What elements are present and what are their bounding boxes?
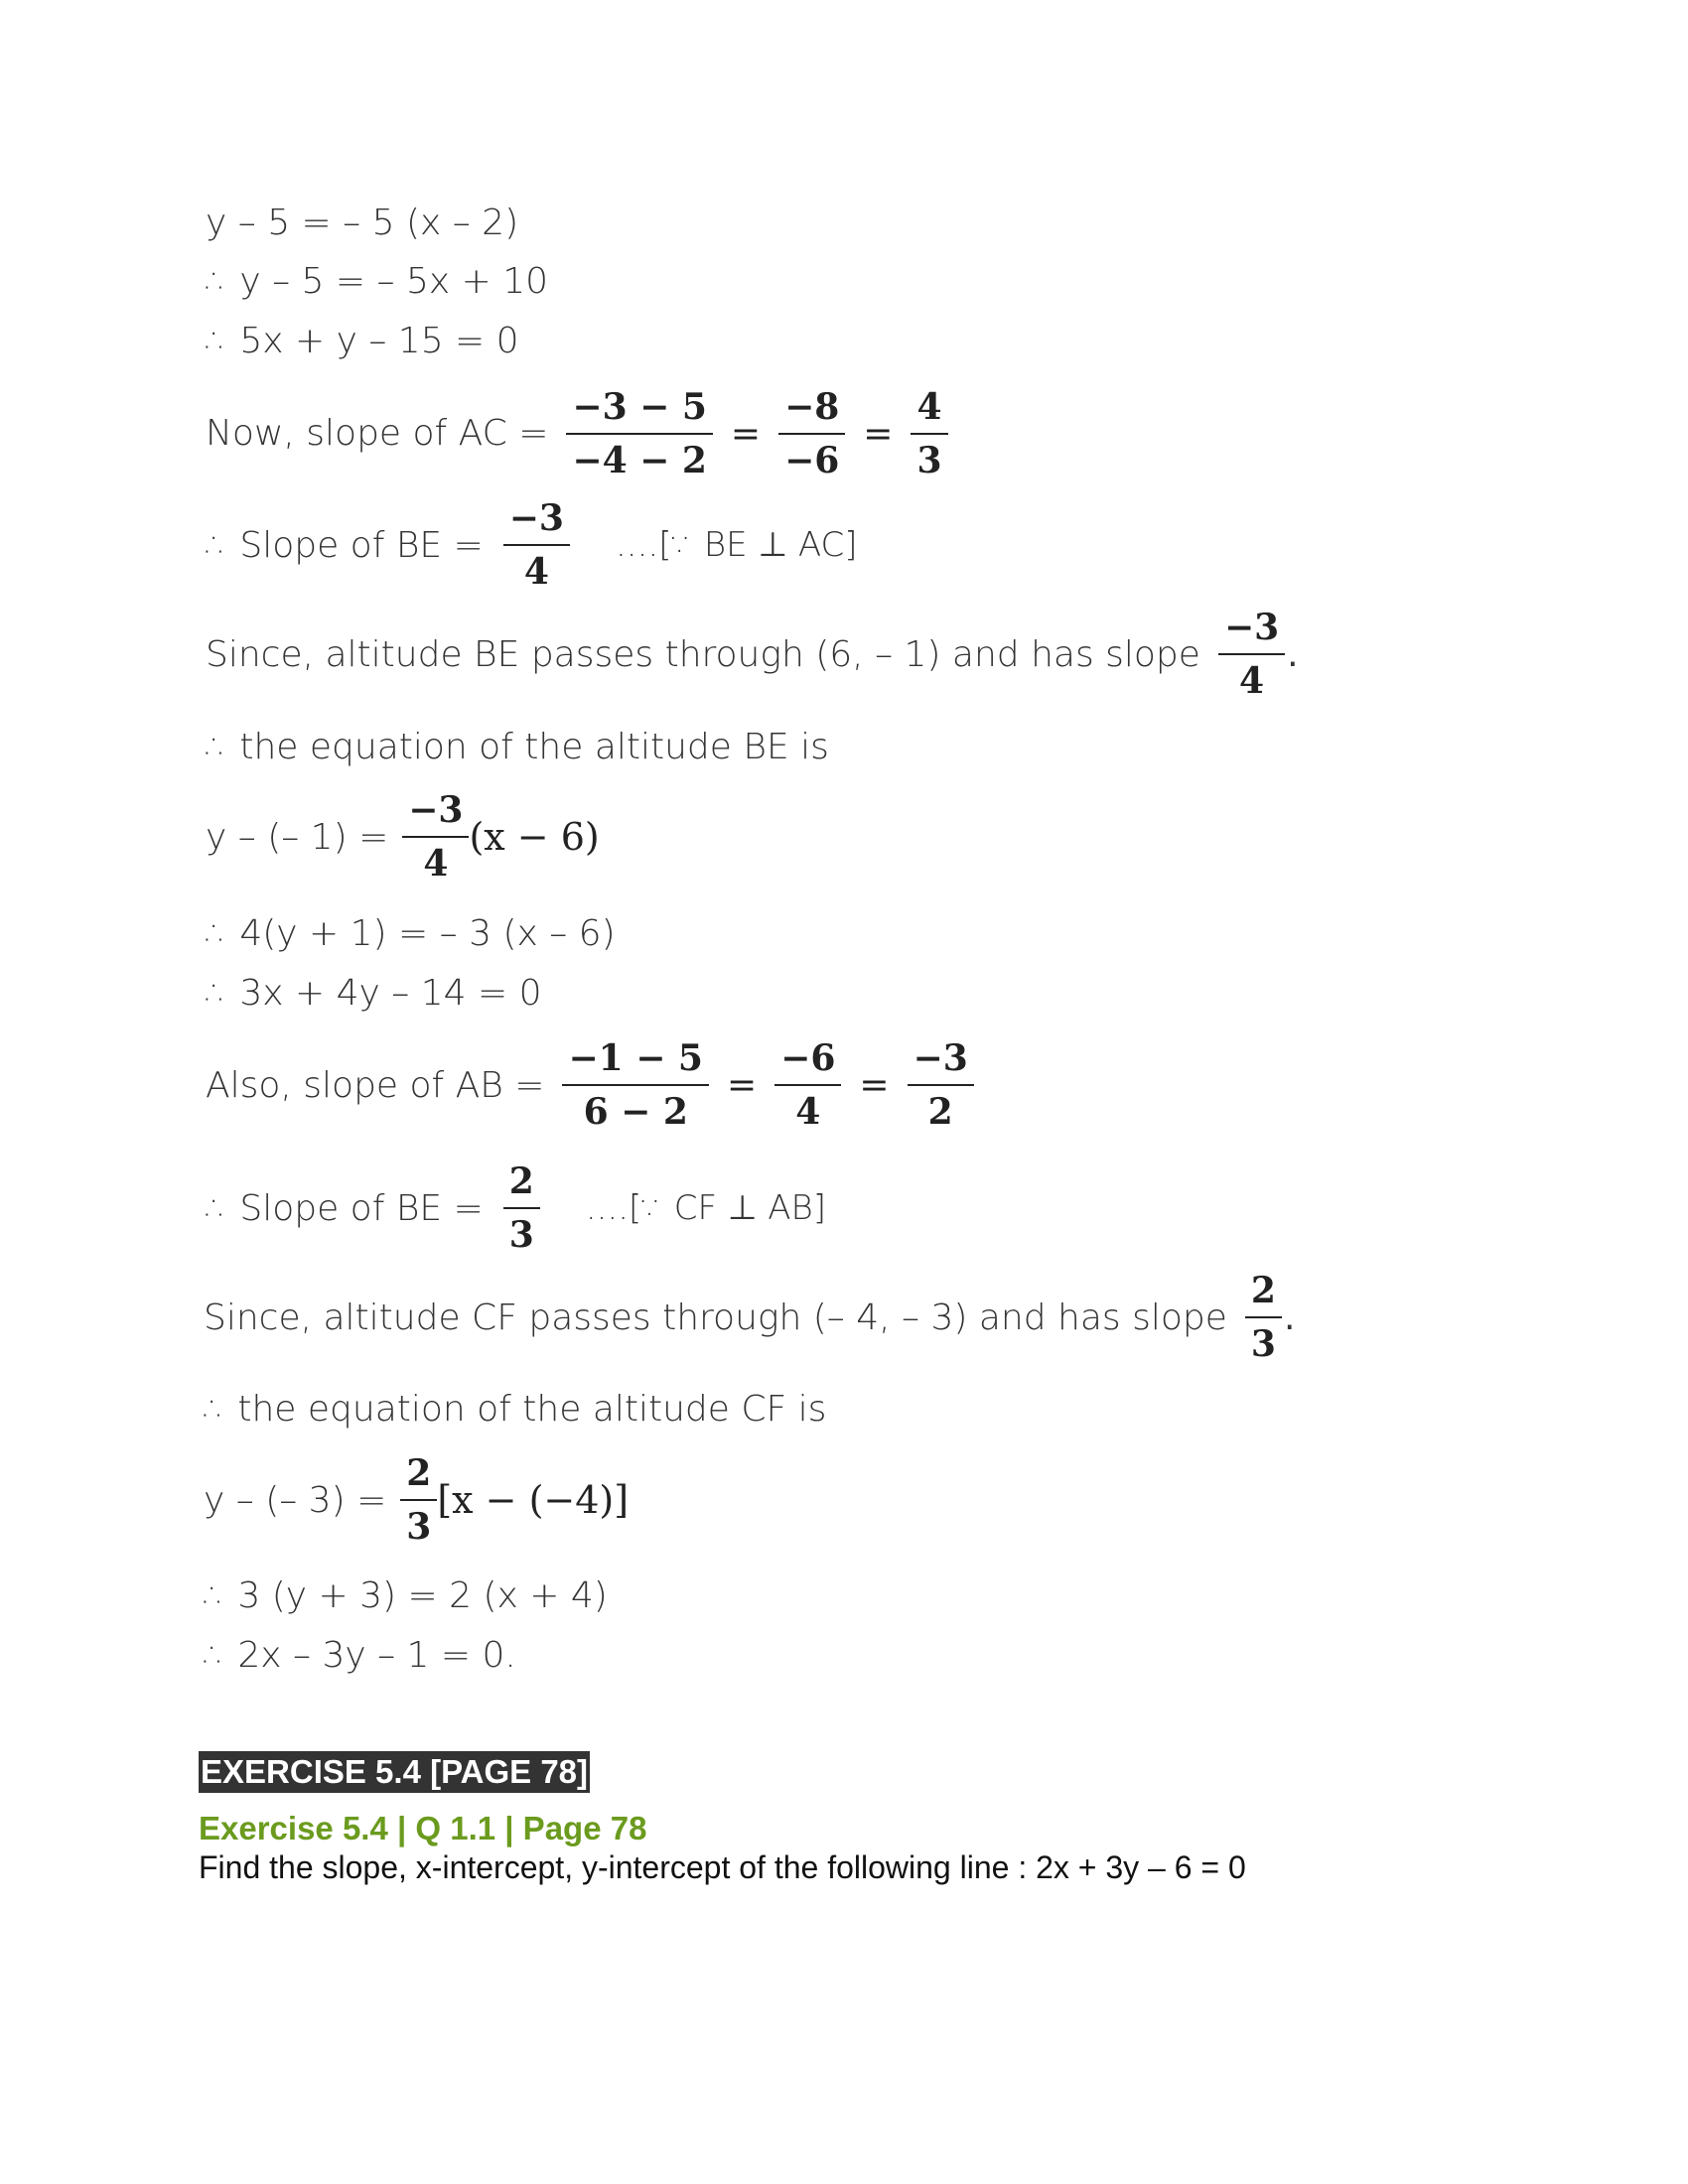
equals-sign: = [730,413,762,455]
denominator: 4 [795,1091,821,1133]
solution-line: ∴ 4(y + 1) = – 3 (x – 6) [206,913,616,954]
numerator: −8 [784,386,840,428]
slope-ac-equation [206,386,956,481]
denominator: 3 [406,1506,432,1548]
denominator: 3 [508,1214,534,1256]
equation-lhs: y – (– 1) = [206,816,389,858]
question-label[interactable]: Exercise 5.4 | Q 1.1 | Page 78 [199,1810,647,1846]
slope-be-equation [206,497,858,593]
solution-line: ∴ 5x + y – 15 = 0 [206,321,519,361]
fraction [1218,607,1285,702]
numerator: −3 [913,1037,968,1079]
equals-sign: = [859,1064,890,1106]
fraction [908,1037,974,1133]
since-be-line [206,607,1299,702]
numerator: 2 [406,1452,432,1494]
fraction [503,497,570,593]
slope-ac-label: Now, slope of AC = [206,413,549,454]
denominator: 3 [1250,1323,1276,1365]
altitude-cf-equation [204,1452,630,1548]
period: . [1287,633,1299,675]
denominator: 6 − 2 [583,1091,688,1133]
fraction [566,386,713,481]
solution-line: ∴ y – 5 = – 5x + 10 [206,261,549,302]
solution-line: y – 5 = – 5 (x – 2) [206,203,519,243]
since-cf-line [204,1270,1296,1365]
solution-line: ∴ 3x + 4y – 14 = 0 [206,973,542,1014]
denominator: −4 − 2 [572,440,707,481]
fraction [402,789,469,885]
denominator: 3 [916,440,942,481]
numerator: −3 − 5 [572,386,707,428]
equals-sign: = [726,1064,758,1106]
period: . [1283,1297,1296,1338]
fraction [562,1037,709,1133]
reason-note: ....[∵ CF ⊥ AB] [585,1188,827,1228]
equation-rhs: [x − (−4)] [437,1478,630,1522]
slope-ab-label: Also, slope of AB = [206,1064,545,1106]
exercise-heading: EXERCISE 5.4 [PAGE 78] [199,1751,590,1793]
question-text: Find the slope, x-intercept, y-intercept of the following line : 2x + 3y – 6 = 0 [199,1849,1246,1885]
slope-ab-equation [206,1037,982,1133]
denominator: 4 [523,551,549,593]
fraction [778,386,845,481]
fraction [1245,1270,1282,1365]
solution-line: ∴ 3 (y + 3) = 2 (x + 4) [204,1575,608,1616]
equation-intro: ∴ the equation of the altitude BE is [206,727,829,767]
denominator: 4 [1239,660,1265,702]
since-cf-text: Since, altitude CF passes through (– 4, – 3) and has slope [204,1297,1227,1338]
numerator: 4 [916,386,942,428]
denominator: 4 [423,843,449,885]
fraction [911,386,947,481]
numerator: 2 [508,1160,534,1202]
numerator: −1 − 5 [568,1037,703,1079]
numerator: −3 [508,497,564,539]
equation-lhs: y – (– 3) = [204,1479,387,1521]
altitude-be-equation [206,789,600,885]
numerator: −3 [408,789,464,831]
numerator: 2 [1250,1270,1276,1311]
numerator: −3 [1223,607,1280,648]
since-be-text: Since, altitude BE passes through (6, – 1) and has slope [206,633,1200,675]
slope-cf-label: ∴ Slope of BE = [206,1187,484,1229]
denominator: 2 [927,1091,953,1133]
denominator: −6 [784,440,840,481]
slope-be-label: ∴ Slope of BE = [206,524,484,566]
fraction [503,1160,540,1256]
equation-rhs: (x − 6) [469,815,600,859]
reason-note: ....[∵ BE ⊥ AC] [615,525,858,565]
fraction [774,1037,841,1133]
solution-line: ∴ 2x – 3y – 1 = 0. [204,1635,516,1676]
equation-intro: ∴ the equation of the altitude CF is [204,1389,827,1430]
numerator: −6 [780,1037,836,1079]
slope-cf-equation [206,1160,827,1256]
fraction [400,1452,437,1548]
equals-sign: = [863,413,894,455]
